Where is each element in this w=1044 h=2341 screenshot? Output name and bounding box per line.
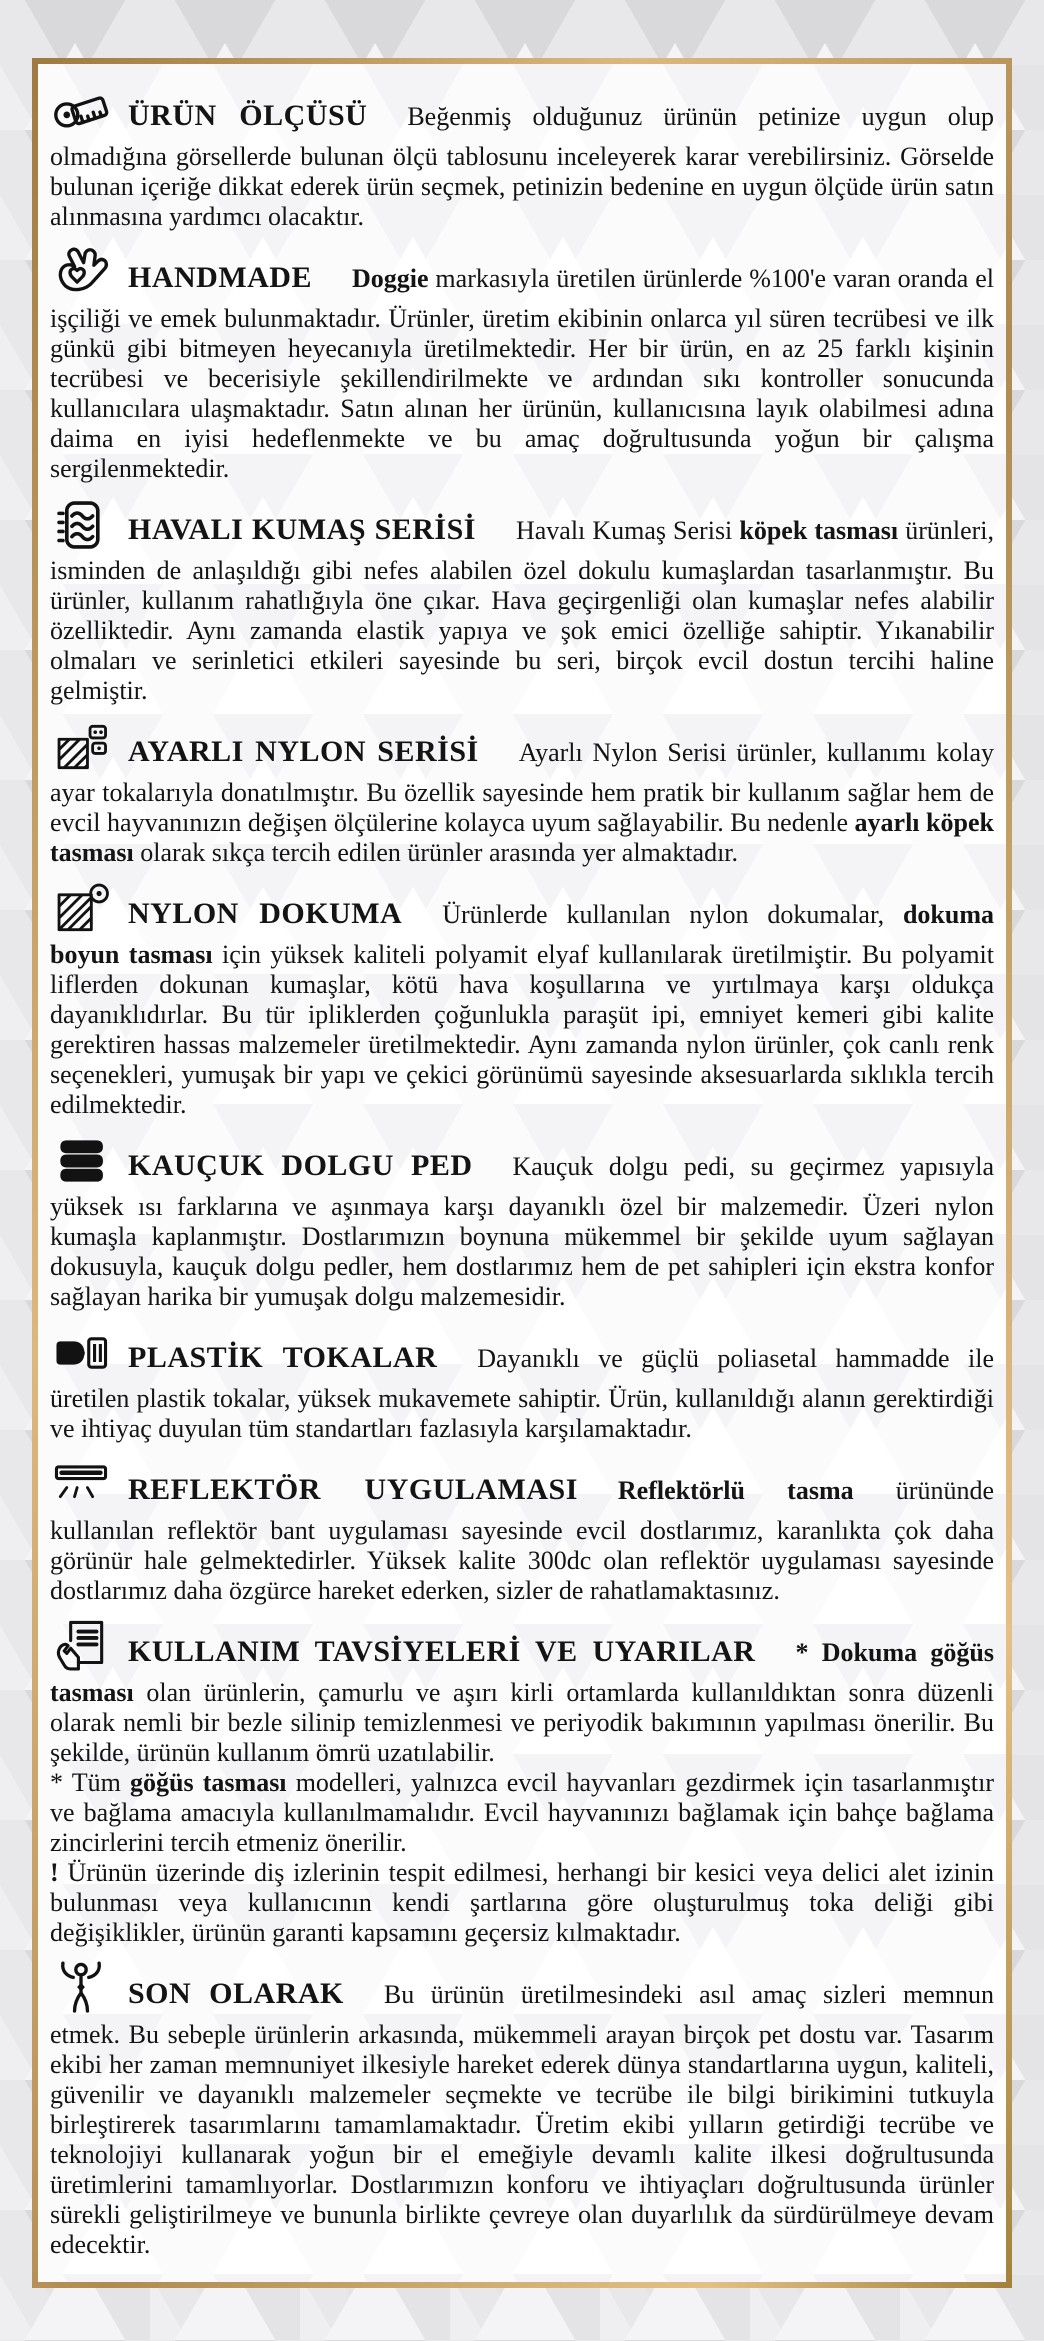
person-cheering-icon [50,1958,112,2020]
section-kullanim-tavsiyeleri [50,1616,994,1948]
section-heading: PLASTİK TOKALAR [128,1341,438,1374]
warning-mark: ! [50,1858,59,1887]
keyword: dokuma boyun tasması [50,900,994,969]
section-heading: SON OLARAK [128,1977,344,2010]
section-ayarli-nylon: AYARLI NYLON SERİSİ Ayarlı Nylon Serisi ürünler, kullanımı kolay ayar tokalarıyla donatılmıştır. Bu özellik sayesinde hem pratik bir kullanım sağlar hem de evcil hayvanınızın değişen ölçülerine kolayca uyum sağlayabilir. Bu nedenle ayarlı köpek tasması olarak sıkça tercih edilen ürünler arasında yer almaktadır. [50,716,994,868]
section-havali-kumas: HAVALI KUMAŞ SERİSİ Havalı Kumaş Serisi köpek tasması ürünleri, isminden de anlaşıldığı gibi nefes alabilen özel dokulu kumaşlardan tasarlanmıştır. Bu ürünler, kullanım rahatlığıyla öne çıkar. Hava geçirgenliği olan kumaşlar nefes alabilir özelliktedir. Aynı zamanda elastik yapıya ve şok emici özelliğe sahiptir. Yıkanabilir olmaları ve serinletici etkileri sayesinde bu seri, birçok evcil dostun tercihi haline gelmiştir. [50,494,994,706]
advice-paragraph-2: * Tüm göğüs tasması modelleri, yalnızca evcil hayvanları gezdirmek için tasarlanmıştır ve bağlama amacıyla kullanılmamalıdır. Evcil hayvanınızı bağlamak için bahçe bağlama zincirlerini tercih etmeniz önerilir. [50,1768,994,1857]
breathable-fabric-icon [50,494,112,556]
keyword: ayarlı köpek tasması [50,808,994,867]
usage-advice-document-icon [50,1616,112,1678]
brand-name: Doggie [352,264,429,293]
section-handmade [50,242,994,484]
section-nylon-dokuma: NYLON DOKUMA Ürünlerde kullanılan nylon dokumalar, dokuma boyun tasması için yüksek kaliteli polyamit elyaf kullanılarak üretilmiştir. Bu polyamit liflerden dokunan kumaşlar, kötü hava koşullarına ve yırtılmaya karşı oldukça dayanıklıdırlar. Bu tür ipliklerden çoğunlukla paraşüt ipi, emniyet kemeri gibi kalite gerektiren hassas malzemeler üretilmektedir. Aynı zamanda nylon ürünler, çok canlı renk seçenekleri, yumuşak bir yapı ve çekici görünümü sayesinde aksesuarlarda sıklıkla tercih edilmektedir. [50,878,994,1120]
section-plastik-tokalar: PLASTİK TOKALAR Dayanıklı ve güçlü poliasetal hammadde ile üretilen plastik tokalar, yüksek mukavemete sahiptir. Ürün, kullanıldığı alanın gerektirdiği ve ihtiyaç duyulan tüm standartları fazlasıyla karşılamaktadır. [50,1322,994,1444]
plastic-buckle-icon [50,1322,112,1384]
keyword: * Dokuma göğüs tasması [50,1638,994,1707]
section-heading: NYLON DOKUMA [128,897,403,930]
section-reflektor: REFLEKTÖR UYGULAMASI Reflektörlü tasma ürününde kullanılan reflektör bant uygulaması sayesinde evcil dostlarımız, karanlıkta çok daha görünür hale gelmektedirler. Yüksek kalite 300dc olan reflektör uygulaması sayesinde dostlarımız daha özgürce hareket ederken, sizler de rahatlamaktasınız. [50,1454,994,1606]
keyword: göğüs tasması [130,1768,287,1797]
advice-paragraph-1: KULLANIM TAVSİYELERİ VE UYARILAR * Dokuma göğüs tasması olan ürünlerin, çamurlu ve aşırı kirli ortamlarda kullanıldıktan sonra düzenli olarak nemli bir bezle silinip temizlenmesi ve periyodik bakımının yapılması önerilir. Bu şekilde, ürünün kullanım ömrü uzatılabilir. [50,1616,994,1768]
section-text: markasıyla üretilen ürünlerde %100'e varan oranda el işçiliği ve emek bulunmaktadır. Ürünler, üretim ekibinin onlarca yıl süren tecrübesi ve ilk günkü gibi bitmeyen heyecanıyla üretilmektedir. Her bir ürün, en az 25 farklı kişinin tecrübesi ve becerisiyle şekillendirilmekte ve ardından sıkı kontroller sonucunda kullanıcılara ulaşmaktadır. Satın alınan her ürünün, kullanıcısına layık olabilmesi adına daima en iyisi hedeflenmekte ve bu amaç doğrultusunda yoğun bir çalışma sergilenmektedir. [50,264,994,483]
section-heading: AYARLI NYLON SERİSİ [128,735,479,768]
adjustable-buckle-icon [50,716,112,778]
keyword: Reflektörlü tasma [617,1476,854,1505]
section-heading: KULLANIM TAVSİYELERİ VE UYARILAR [128,1635,756,1668]
section-text: Beğenmiş olduğunuz ürünün petinize uygun olup olmadığına görsellerde bulunan ölçü tablosunu inceleyerek karar verebilirsiniz. Görselde bulunan içeriğe dikkat ederek ürün seçmek, petinizin bedenine en uygun ölçüde ürün satın alınmasına yardımcı olacaktır. [50,102,994,231]
hand-heart-icon [50,242,112,304]
warning-paragraph: ! Ürünün üzerinde diş izlerinin tespit edilmesi, herhangi bir kesici veya delici alet izinin bulunması veya kullanıcının kendi şartlarına göre oluşturulmuş toka deliği gibi değişiklikler, ürünün garanti kapsamını geçersiz kılmaktadır. [50,1858,994,1947]
section-heading: REFLEKTÖR UYGULAMASI [128,1473,578,1506]
rubber-pad-icon [50,1130,112,1192]
measuring-tape-icon [50,80,112,142]
section-son-olarak: SON OLARAK Bu ürünün üretilmesindeki asıl amaç sizleri memnun etmek. Bu sebeple ürünlerin arkasında, mükemmeli arayan birçok pet dostu var. Tasarım ekibi her zaman memnuniyet ilkesiyle hareket ederek dünya standartlarına uygun, kaliteli, güvenilir ve dayanıklı malzemeler seçmekte ve tecrübe ile bilgi birikimini tutkuyla birleştirerek tasarımlarını tamamlamaktadır. Üretim ekibi yılların getirdiği tecrübe ve teknolojiyi kullanarak yoğun bir el emeğiyle devamlı kalite ilkesi doğrultusunda üretimlerini tamamlıyorlar. Dostlarımızın konforu ve ihtiyaçları doğrultusunda ürünler sürekli geliştirilmeye ve bununla birlikte çevreye olan duyarlılık da sürdürülmeye devam edecektir. [50,1958,994,2260]
section-heading: KAUÇUK DOLGU PED [128,1149,473,1182]
keyword: köpek tasması [739,516,899,545]
nylon-weave-roll-icon [50,878,112,940]
section-heading: HANDMADE [128,261,312,294]
reflector-strip-icon [50,1454,112,1516]
section-heading: ÜRÜN ÖLÇÜSÜ [128,99,368,132]
section-kaucuk-ped: KAUÇUK DOLGU PED Kauçuk dolgu pedi, su geçirmez yapısıyla yüksek ısı farklarına ve aşınmaya karşı dayanıklı özel bir malzemedir. Üzeri nylon kumaşla kaplanmıştır. Dostlarımızın boynuna mükemmel bir şekilde uyum sağlayan dokusuyla, kauçuk dolgu pedler, hem dostlarımız hem de pet sahipleri için ekstra konfor sağlayan harika bir yumuşak dolgu malzemesidir. [50,1130,994,1312]
section-heading: HAVALI KUMAŞ SERİSİ [128,513,476,546]
product-description-card [32,58,1012,2288]
section-urun-olcusu [50,80,994,232]
